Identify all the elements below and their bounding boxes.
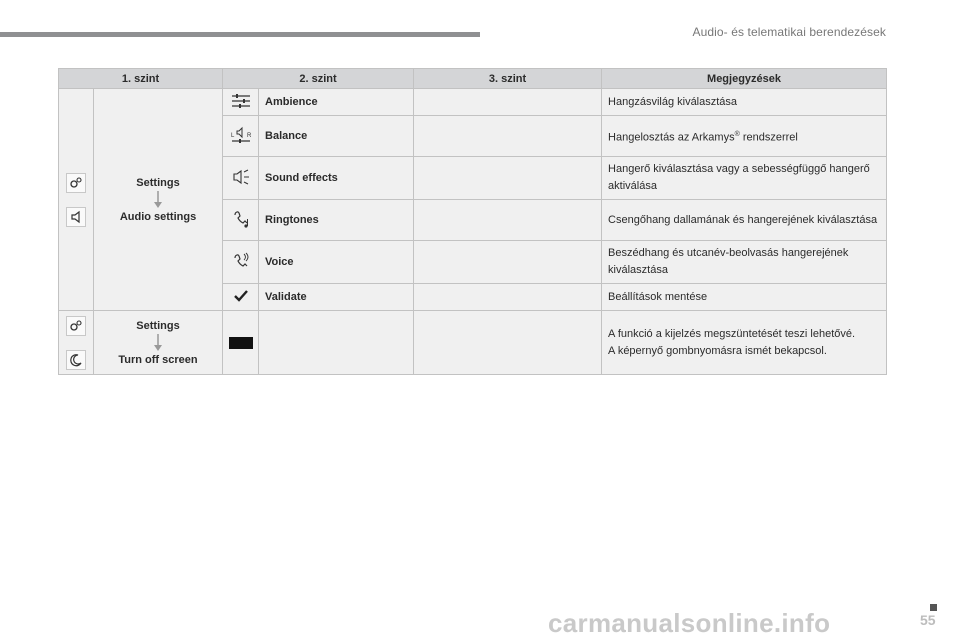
validate-label: Validate <box>259 284 414 311</box>
arrow-down-icon <box>153 191 163 209</box>
voice-icon-cell <box>223 241 259 284</box>
settings-gear-icon <box>66 316 86 336</box>
page-header-title: Audio- és telematikai berendezések <box>692 25 886 39</box>
moon-icon <box>66 350 86 370</box>
watermark: carmanualsonline.info <box>548 608 831 638</box>
balance-icon-cell <box>223 116 259 157</box>
voice-label: Voice <box>259 241 414 284</box>
page-marker <box>930 604 937 611</box>
table-row <box>59 311 887 375</box>
voice-note: Beszédhang és utcanév-beolvasás hangerejének kiválasztása <box>602 241 887 284</box>
validate-note: Beállítások mentése <box>602 284 887 311</box>
empty-cell <box>414 157 602 200</box>
ringtone-icon <box>231 209 251 229</box>
column-header: 3. szint <box>414 69 602 89</box>
ambience-note: Hangzásvilág kiválasztása <box>602 89 887 116</box>
screen-off-icon <box>229 337 253 349</box>
speaker-icon <box>66 207 86 227</box>
checkmark-icon <box>234 290 248 302</box>
sound-effects-label: Sound effects <box>259 157 414 200</box>
svg-text:L: L <box>230 132 234 139</box>
turn-off-screen-note: A funkció a kijelzés megszüntetését teszi lehetővé. A képernyő gombnyomásra ismét bekapcsol. <box>602 311 887 375</box>
balance-label: Balance <box>259 116 414 157</box>
level1-icons-screen <box>59 311 94 375</box>
sound-effects-icon <box>231 168 251 186</box>
balance-note: Hangelosztás az Arkamys® rendszerrel <box>602 116 887 157</box>
header-rule <box>0 32 480 37</box>
path-audio-settings-label: Audio settings <box>119 210 197 223</box>
path-turn-off-screen-label: Turn off screen <box>118 353 198 366</box>
ringtones-icon-cell <box>223 200 259 241</box>
table-row <box>59 89 887 116</box>
turn-off-screen-path <box>94 311 223 375</box>
column-header: 2. szint <box>223 69 414 89</box>
empty-cell <box>414 89 602 116</box>
path-settings-label: Settings <box>136 176 180 189</box>
validate-icon-cell <box>223 284 259 311</box>
empty-cell <box>414 311 602 375</box>
settings-gear-icon <box>66 173 86 193</box>
column-header: 1. szint <box>59 69 223 89</box>
balance-speaker-icon <box>230 126 252 144</box>
ambience-label: Ambience <box>259 89 414 116</box>
settings-table <box>58 68 887 375</box>
sound-effects-icon-cell <box>223 157 259 200</box>
ringtones-label: Ringtones <box>259 200 414 241</box>
audio-settings-path <box>94 89 223 311</box>
empty-cell <box>414 200 602 241</box>
column-header: Megjegyzések <box>602 69 887 89</box>
empty-cell <box>414 116 602 157</box>
page-number: 55 <box>920 612 936 628</box>
screen-icon-cell <box>223 311 259 375</box>
ringtones-note: Csengőhang dallamának és hangerejének kiválasztása <box>602 200 887 241</box>
voice-icon <box>231 251 251 271</box>
svg-text:R: R <box>246 132 251 139</box>
empty-cell <box>259 311 414 375</box>
ambience-icon-cell <box>223 89 259 116</box>
ambience-equalizer-icon <box>231 94 251 108</box>
table-header-row <box>59 69 887 89</box>
arrow-down-icon <box>153 334 163 352</box>
empty-cell <box>414 241 602 284</box>
path-settings-label: Settings <box>136 319 180 332</box>
level1-icons <box>59 89 94 311</box>
sound-effects-note: Hangerő kiválasztása vagy a sebességfüggő hangerő aktiválása <box>602 157 887 200</box>
empty-cell <box>414 284 602 311</box>
